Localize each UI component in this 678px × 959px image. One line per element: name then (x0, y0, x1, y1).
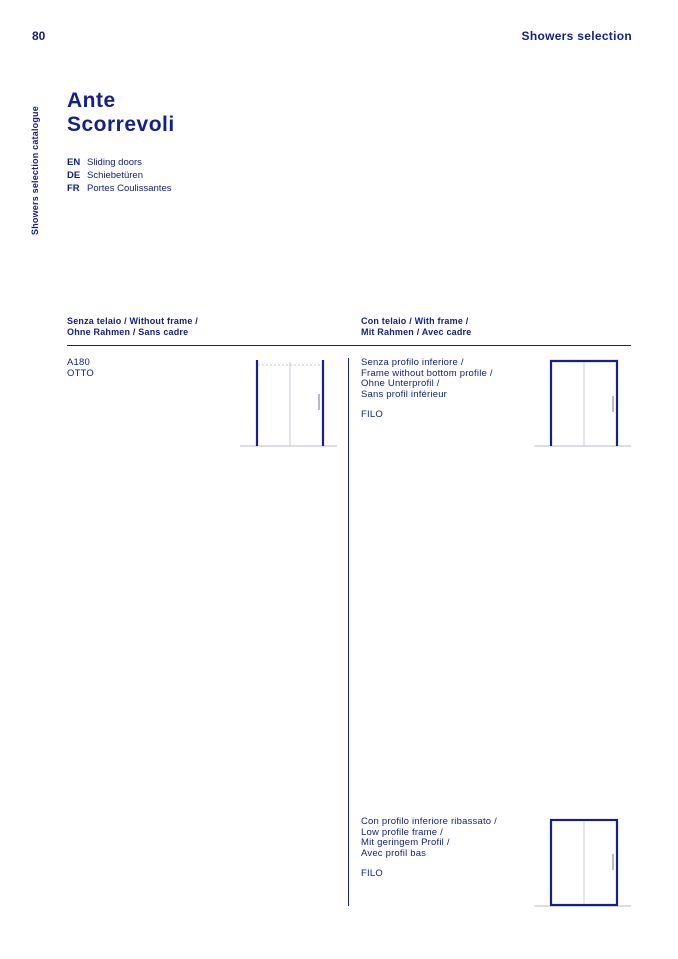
lang-text: Portes Coulissantes (87, 183, 172, 194)
translation-fr (67, 182, 171, 195)
right-header-line2: Mit Rahmen / Avec cadre (361, 326, 472, 337)
group1-line: Senza profilo inferiore / (361, 357, 464, 368)
lang-text: Schiebetüren (87, 170, 143, 181)
group1-line: Frame without bottom profile / (361, 367, 493, 379)
left-header-line2: Ohne Rahmen / Sans cadre (67, 326, 189, 337)
group2-line: Con profilo inferiore ribassato / (361, 816, 497, 827)
lang-code: DE (67, 170, 81, 181)
translation-en (67, 156, 171, 169)
left-column-header (67, 316, 198, 337)
group2-line: Avec profil bas (361, 847, 427, 859)
low-profile-frame-illustration (534, 818, 632, 908)
group2-line: Mit geringem Profil / (361, 837, 450, 848)
right-group2-text (361, 817, 497, 880)
translation-de (67, 169, 171, 182)
left-header-line1: Senza telaio / Without frame / (67, 316, 198, 326)
page-number: 80 (32, 29, 46, 43)
model-otto: OTTO (67, 367, 95, 379)
header-divider (67, 345, 631, 346)
group2-model: FILO (361, 868, 383, 879)
group1-line: Sans profil inférieur (361, 388, 448, 400)
left-models (67, 358, 94, 379)
right-header-line1: Con telaio / With frame / (361, 316, 469, 326)
header-title: Showers selection (521, 29, 632, 43)
frameless-door-illustration (240, 358, 338, 448)
lang-text: Sliding doors (87, 157, 142, 168)
column-divider (348, 358, 349, 906)
group1-line: Ohne Unterprofil / (361, 378, 440, 389)
group1-model: FILO (361, 409, 383, 420)
right-column-header (361, 316, 471, 337)
section-title (67, 89, 175, 137)
side-label: Showers selection catalogue (30, 106, 40, 235)
model-a180: A180 (67, 357, 90, 368)
right-group1-text (361, 358, 493, 421)
frame-no-bottom-illustration (534, 358, 632, 448)
translations (67, 156, 171, 195)
lang-code: FR (67, 183, 80, 194)
lang-code: EN (67, 157, 81, 168)
section-title-line2: Scorrevoli (67, 113, 175, 136)
group2-line: Low profile frame / (361, 826, 443, 838)
section-title-line1: Ante (67, 89, 116, 112)
